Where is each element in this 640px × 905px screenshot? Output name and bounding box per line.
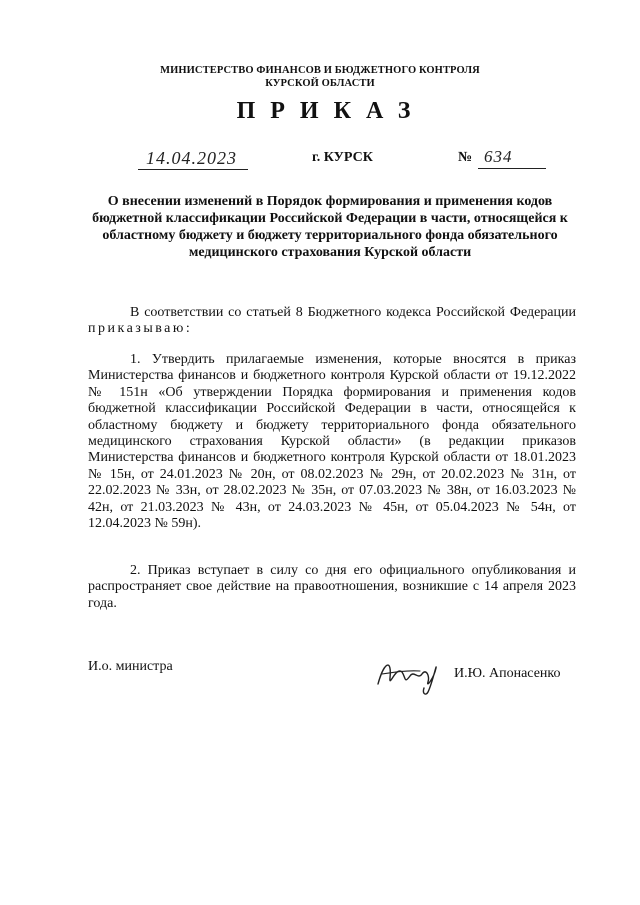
document-type-heading: ПРИКАЗ <box>236 98 426 124</box>
date-underline <box>138 169 248 170</box>
signer-name: И.Ю. Апонасенко <box>454 666 561 681</box>
handwritten-signature <box>374 654 446 696</box>
order-subject: О внесении изменений в Порядок формирования и применения кодов бюджетной классификации Российской Федерации в части, относящейся к областному бюджету и бюджету территориального фонда обязательного медицинского страхования Курской области <box>92 194 568 260</box>
preamble-order-word: приказываю: <box>88 321 193 337</box>
preamble-paragraph <box>88 305 576 338</box>
city-label: г. КУРСК <box>312 150 373 165</box>
preamble-text: В соответствии со статьей 8 Бюджетного кодекса Российской Федерации <box>130 305 576 320</box>
date-number-line <box>0 147 640 174</box>
clause-2-paragraph: 2. Приказ вступает в силу со дня его официального опубликования и распространяет свое действие на правоотношения, возникшие с 14 апреля 2023 года. <box>88 563 576 611</box>
clause-1-paragraph: 1. Утвердить прилагаемые изменения, которые вносятся в приказ Министерства финансов и бюджетного контроля Курской области от 19.12.2022 № 151н «Об утверждении Порядка формирования и применения кодов бюджетной классификации Российской Федерации в части, относящейся к областному бюджету и бюджету территориального фонда обязательного медицинского страхования Курской области» (в редакции приказов Министерства финансов и бюджетного контроля Курской области от 18.01.2023 № 15н, от 24.01.2023 № 20н, от 08.02.2023 № 29н, от 20.02.2023 № 31н, от 22.02.2023 № 33н, от 28.02.2023 № 35н, от 07.03.2023 № 38н, от 16.03.2023 № 42н, от 21.03.2023 № 43н, от 24.03.2023 № 45н, от 05.04.2023 № 54н, от 12.04.2023 № 59н). <box>88 352 576 532</box>
ministry-name-line1: МИНИСТЕРСТВО ФИНАНСОВ И БЮДЖЕТНОГО КОНТРОЛЯ <box>160 65 480 76</box>
ministry-name-line2: КУРСКОЙ ОБЛАСТИ <box>265 78 375 89</box>
number-sign: № <box>458 150 473 165</box>
number-underline <box>478 168 546 169</box>
handwritten-date: 14.04.2023 <box>146 148 237 168</box>
signer-title: И.о. министра <box>88 659 173 674</box>
handwritten-number: 634 <box>484 147 513 166</box>
